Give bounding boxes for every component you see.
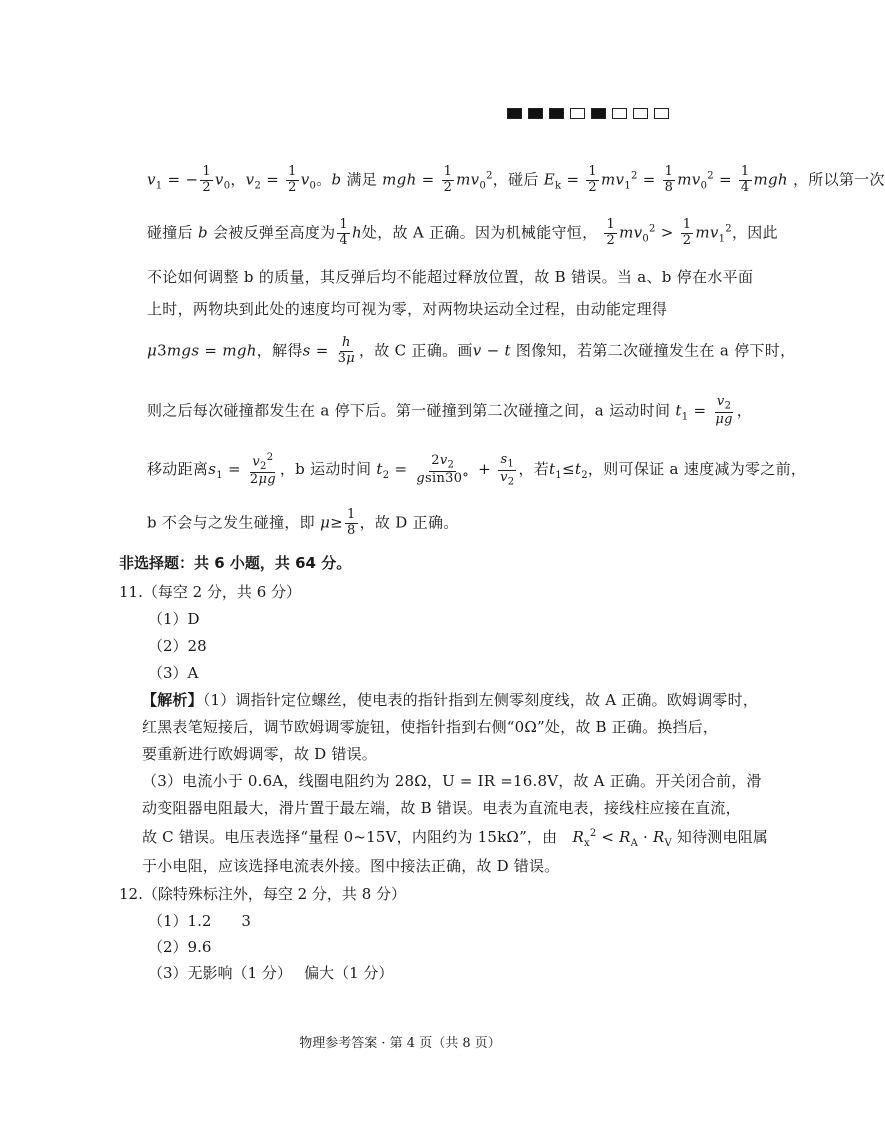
q11-answer-2: （2）28 xyxy=(148,637,207,655)
q11-analysis-line-5: 动变阻器电阻最大，滑片置于最左端，故 B 错误。电表为直流电表，接线柱应接在直流， xyxy=(142,799,741,817)
solution-line-8: b 不会与之发生碰撞，即 μ≥ $\frac{1}{8}$ ，故 D 正确。 xyxy=(147,507,459,538)
solution-line-6: 则之后每次碰撞都发生在 a 停下后。第一碰撞到第二次碰撞之间，a 运动时间 $t_1$ = $\frac{v_2}{\mu g}$ ， xyxy=(147,394,753,428)
progress-square-6 xyxy=(612,108,627,119)
solution-line-2: 碰撞后 b 会被反弹至高度为 $\frac{1}{4}$ h处，故 A 正确。因为机械能守恒， $\frac{1}{2}$ $mv_0^2$ > $\frac{1}{2}$ $mv_1^2$，因此 xyxy=(147,217,778,248)
q11-header: 11.（每空 2 分，共 6 分） xyxy=(119,583,302,601)
progress-square-3 xyxy=(549,108,564,119)
q11-answer-1: （1）D xyxy=(148,610,200,628)
q11-analysis-line-6: 故 C 错误。电压表选择“量程 0~15V，内阻约为 15kΩ”，由 $R_x^2 < R_A \cdot R_V$ 知待测电阻属 xyxy=(142,828,769,849)
progress-square-1 xyxy=(507,108,522,119)
q12-answer-1: （1）1.2 3 xyxy=(148,912,251,930)
progress-square-4 xyxy=(570,108,585,119)
section-title: 非选择题：共 6 小题，共 64 分。 xyxy=(119,554,352,572)
q11-analysis-line-4: （3）电流小于 0.6A，线圈电阻约为 28Ω，U = IR =16.8V，故 A 正确。开关闭合前，滑 xyxy=(142,772,762,790)
q11-analysis-line-3: 要重新进行欧姆调零，故 D 错误。 xyxy=(142,745,377,763)
progress-square-7 xyxy=(633,108,648,119)
solution-line-3: 不论如何调整 b 的质量，其反弹后均不能超过释放位置，故 B 错误。当 a、b 停在水平面 xyxy=(147,268,754,286)
q11-answer-3: （3）A xyxy=(148,664,199,682)
q12-header: 12.（除特殊标注外，每空 2 分，共 8 分） xyxy=(119,885,407,903)
progress-square-8 xyxy=(654,108,669,119)
solution-line-1: $v_1$ = − $\frac{1}{2}$ $v_0$，$v_2$ = $\frac{1}{2}$ $v_0$。b 满足 mgh = $\frac{1}{2}$ $mv_0^2$，碰后 $E_k$ = $\frac{1}{2}$ $mv_1^2$ = $\frac{1}{8}$ $mv_0^2$ = $\frac{1}{4}$ mgh ，所以第一次 xyxy=(147,164,885,195)
q12-answer-2: （2）9.6 xyxy=(148,938,212,956)
solution-line-5: μ3mgs = mgh，解得s = $\frac{h}{3\mu}$ ，故 C 正确。画v − t 图像知，若第二次碰撞发生在 a 停下时， xyxy=(147,335,796,366)
page-progress-marks xyxy=(507,108,669,119)
q11-analysis-line-2: 红黑表笔短接后，调节欧姆调零旋钮，使指针指到右侧“0Ω”处，故 B 正确。换挡后， xyxy=(142,718,719,736)
solution-line-4: 上时，两物块到此处的速度均可视为零，对两物块运动全过程，由动能定理得 xyxy=(147,300,668,318)
solution-line-7: 移动距离$s_1$ = $\frac{v_2^2}{2\mu g}$ ，b 运动时间 $t_2$ = $\frac{2v_2}{gsin30^\circ}$ + $\frac{s_1}{v_2}$ ，若$t_1\le t_2$，则可保证 a 速度减为零之前， xyxy=(147,451,807,488)
q11-analysis-line-7: 于小电阻，应该选择电流表外接。图中接法正确，故 D 错误。 xyxy=(142,857,560,875)
page-footer: 物理参考答案 · 第 4 页（共 8 页） xyxy=(299,1036,501,1051)
progress-square-5 xyxy=(591,108,606,119)
q12-answer-3: （3）无影响（1 分） 偏大（1 分） xyxy=(148,964,394,982)
q11-analysis-line-1: 【解析】（1）调指针定位螺丝，使电表的指针指到左侧零刻度线，故 A 正确。欧姆调零时， xyxy=(142,691,759,709)
progress-square-2 xyxy=(528,108,543,119)
